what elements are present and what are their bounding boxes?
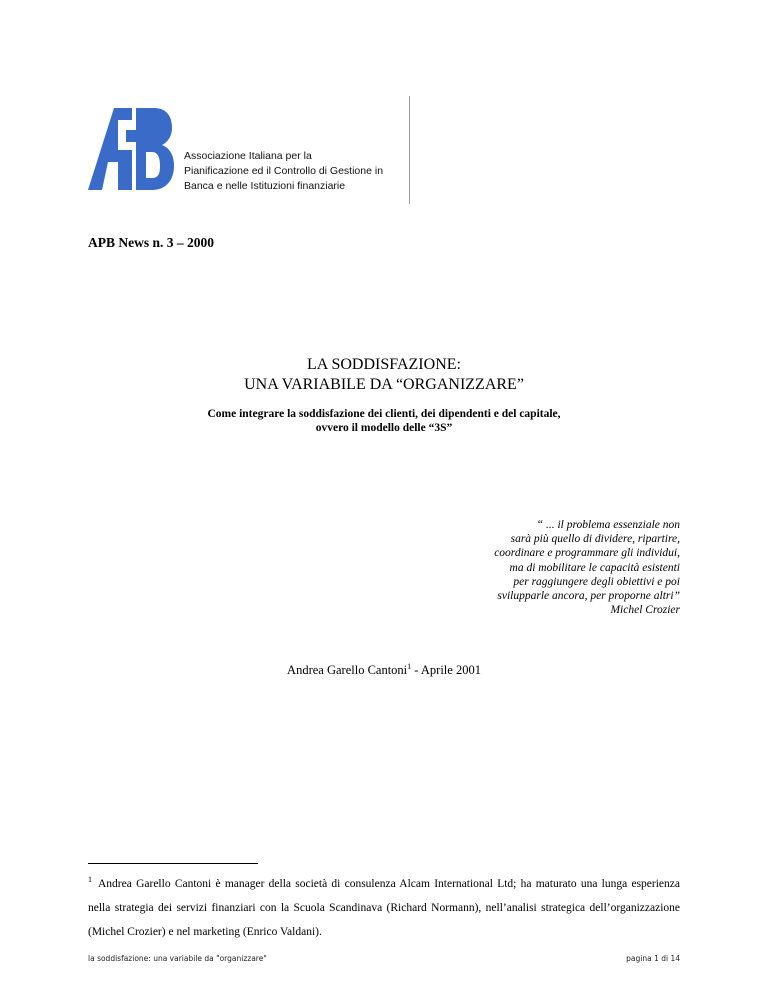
footnote [88, 868, 680, 944]
footnote-reference[interactable]: 1 [407, 662, 412, 671]
news-issue-label: APB News n. 3 – 2000 [88, 235, 215, 250]
author-date-line [0, 662, 768, 678]
quote-line: “ ... il problema essenziale non [536, 519, 680, 531]
subtitle-line: ovvero il modello delle “3S” [315, 422, 453, 434]
logo-caption [184, 149, 383, 194]
apb-logo [88, 96, 413, 206]
logo-caption-line: Banca e nelle Istituzioni finanziarie [184, 180, 346, 192]
quote-line: ma di mobilitare le capacità esistenti [509, 561, 680, 574]
title-line: LA SODDISFAZIONE: [307, 356, 461, 373]
footnote-number: 1 [88, 875, 92, 884]
title-line: UNA VARIABILE DA “ORGANIZZARE” [244, 376, 524, 393]
epigraph-quote [494, 518, 680, 617]
document-title [0, 355, 768, 395]
quote-line: svilupparle ancora, per proporne altri” [497, 590, 680, 603]
footer-document-title: la soddisfazione: una variabile da "organizzare" [88, 954, 267, 963]
subtitle-line: Come integrare la soddisfazione dei clienti, dei dipendenti e del capitale, [207, 408, 561, 420]
publication-date: - Aprile 2001 [411, 663, 481, 678]
logo-caption-line: Pianificazione ed il Controllo di Gestione in [184, 165, 384, 177]
quote-line: coordinare e programmare gli individui, [494, 547, 680, 560]
footer-page-number: pagina 1 di 14 [626, 954, 680, 963]
quote-line: per raggiungere degli obiettivi e poi [513, 575, 680, 588]
footnote-text: Andrea Garello Cantoni è manager della società di consulenza Alcam International Ltd; ha maturato una lunga esperienza nella strategia dei servizi finanziari con la Scuola Scandinava (Richard Normann), nell’analisi strategica dell’organizzazione (Michel Crozier) e nel marketing (Enrico Valdani). [88, 877, 680, 938]
quote-author: Michel Crozier [610, 604, 680, 617]
author-name: Andrea Garello Cantoni [287, 663, 408, 678]
footnote-divider [88, 863, 258, 864]
logo-divider [409, 96, 410, 204]
document-subtitle [0, 407, 768, 435]
quote-line: sarà più quello di dividere, ripartire, [510, 533, 680, 546]
apb-logo-icon [88, 104, 174, 190]
logo-caption-line: Associazione Italiana per la [184, 150, 312, 162]
